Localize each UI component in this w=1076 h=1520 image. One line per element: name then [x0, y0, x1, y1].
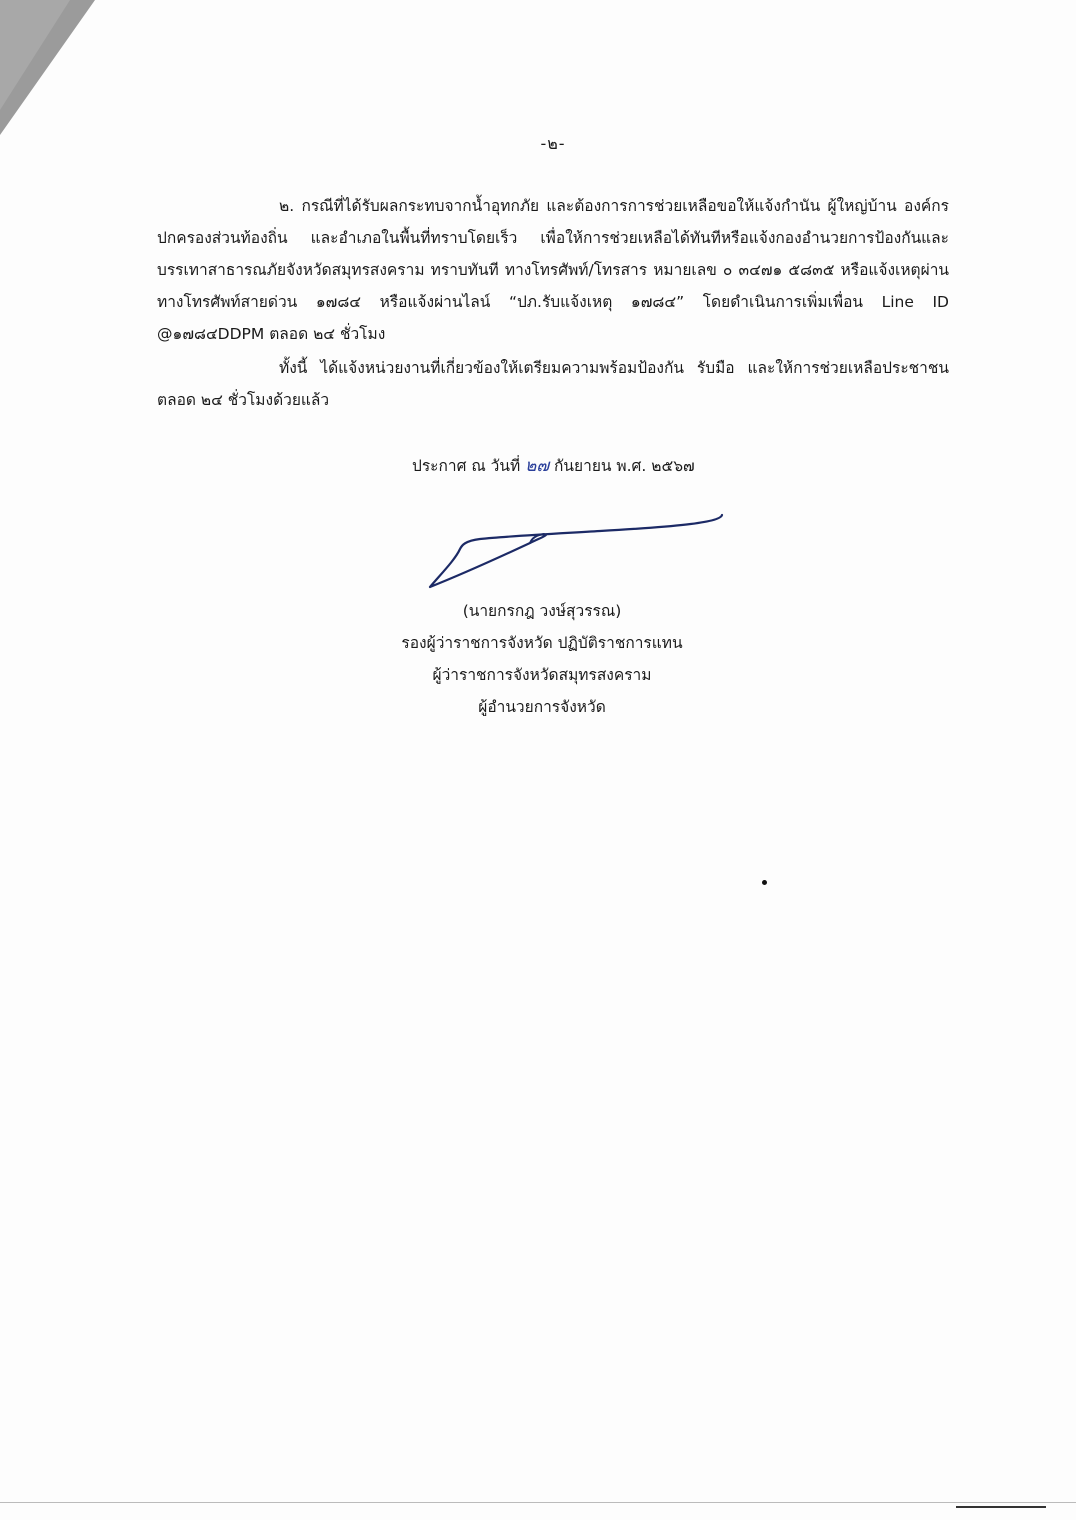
stray-dot — [762, 880, 767, 885]
announcement-date-line — [412, 452, 695, 480]
handwritten-signature — [420, 505, 740, 605]
paragraph-preparedness-note: ทั้งนี้ ได้แจ้งหน่วยงานที่เกี่ยวข้องให้เตรียมความพร้อมป้องกัน รับมือ และให้การช่วยเหลือประชาชน ตลอด ๒๔ ชั่วโมงด้วยแล้ว — [157, 359, 949, 409]
bottom-edge-line — [0, 1502, 1076, 1503]
announcement-suffix: กันยายน พ.ศ. ๒๕๖๗ — [554, 457, 695, 475]
paragraph-contact-instructions: ๒. กรณีที่ได้รับผลกระทบจากน้ำอุทกภัย และต้องการการช่วยเหลือขอให้แจ้งกำนัน ผู้ใหญ่บ้าน องค์กรปกครองส่วนท้องถิ่น และอำเภอในพื้นที่ทราบโดยเร็ว เพื่อให้การช่วยเหลือได้ทันทีหรือแจ้งกองอำนวยการป้องกันและบรรเทาสาธารณภัยจังหวัดสมุทรสงคราม ทราบทันที ทางโทรศัพท์/โทรสาร หมายเลข ๐ ๓๔๗๑ ๕๘๓๕ หรือแจ้งเหตุผ่านทางโทรศัพท์สายด่วน ๑๗๘๔ หรือแจ้งผ่านไลน์ “ปภ.รับแจ้งเหตุ ๑๗๘๔” โดยดำเนินการเพิ่มเพื่อน Line ID @๑๗๘๔DDPM ตลอด ๒๔ ชั่วโมง — [157, 197, 950, 343]
announcement-prefix: ประกาศ ณ วันที่ — [412, 457, 521, 475]
signatory-name: (นายกรกฎ วงษ์สุวรรณ) — [462, 602, 622, 620]
page-number: -๒- — [540, 134, 566, 153]
folded-corner — [0, 0, 70, 110]
bottom-edge-mark — [956, 1506, 1046, 1508]
handwritten-day: ๒๗ — [525, 456, 550, 476]
signatory-position-2: ผู้ว่าราชการจังหวัดสมุทรสงคราม — [432, 666, 652, 684]
signatory-position-3: ผู้อำนวยการจังหวัด — [478, 698, 606, 716]
signature-block — [346, 595, 738, 723]
signatory-position-1: รองผู้ว่าราชการจังหวัด ปฏิบัติราชการแทน — [401, 634, 683, 652]
